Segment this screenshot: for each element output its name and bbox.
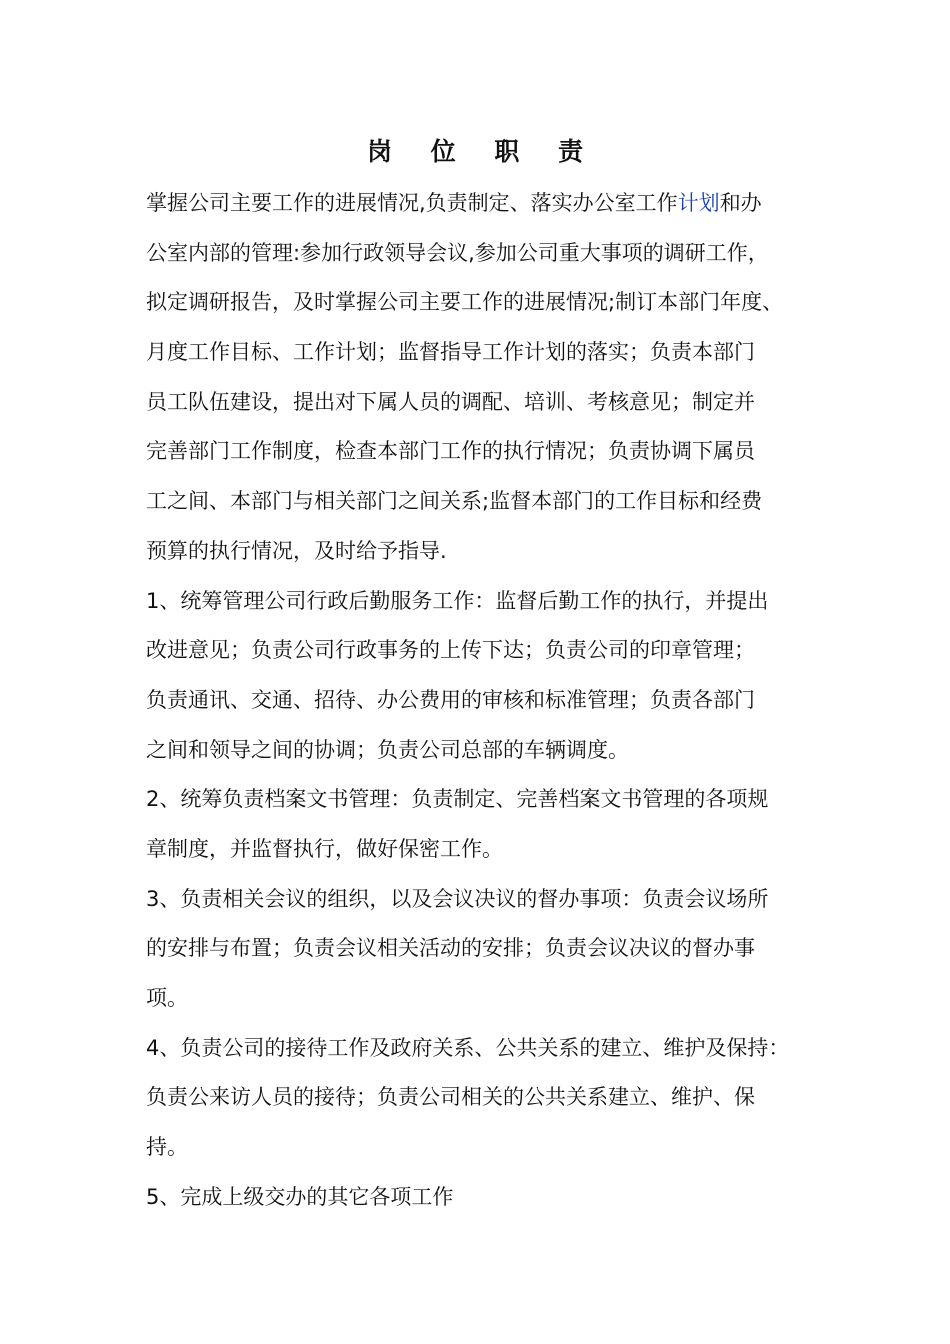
item-5-line-1: 5、完成上级交办的其它各项工作 xyxy=(146,1184,454,1209)
item-1-line-4: 之间和领导之间的协调；负责公司总部的车辆调度。 xyxy=(146,737,629,762)
document-title: 岗 位 职 责 xyxy=(366,137,599,166)
intro-line-7: 工之间、本部门与相关部门之间关系;监督本部门的工作目标和经费 xyxy=(146,489,763,514)
item-3-line-3: 项。 xyxy=(146,986,188,1010)
item-1-line-1: 1、统筹管理公司行政后勤服务工作：监督后勤工作的执行，并提出 xyxy=(146,588,769,613)
intro-line-1 xyxy=(146,179,846,229)
item-2-line-1: 2、统筹负责档案文书管理：负责制定、完善档案文书管理的各项规 xyxy=(146,787,769,812)
intro-line-1-start: 掌握公司主要工作的进展情况,负责制定、落实办公室工作 xyxy=(146,191,678,215)
item-2-line-2: 章制度，并监督执行，做好保密工作。 xyxy=(146,836,503,861)
item-4-line-2: 负责公来访人员的接待；负责公司相关的公共关系建立、维护、保 xyxy=(146,1085,755,1110)
item-3-line-1: 3、负责相关会议的组织，以及会议决议的督办事项：负责会议场所 xyxy=(146,886,769,911)
item-1-line-2: 改进意见；负责公司行政事务的上传下达；负责公司的印章管理； xyxy=(146,638,755,663)
item-3-line-2: 的安排与布置；负责会议相关活动的安排；负责会议决议的督办事 xyxy=(146,936,755,961)
intro-line-4: 月度工作目标、工作计划；监督指导工作计划的落实；负责本部门 xyxy=(146,340,755,365)
intro-line-3: 拟定调研报告，及时掌握公司主要工作的进展情况;制订本部门年度、 xyxy=(146,290,784,315)
item-4-line-1: 4、负责公司的接待工作及政府关系、公共关系的建立、维护及保持： xyxy=(146,1035,790,1060)
intro-line-6: 完善部门工作制度，检查本部门工作的执行情况；负责协调下属员 xyxy=(146,439,755,464)
intro-line-2: 公室内部的管理:参加行政领导会议,参加公司重大事项的调研工作， xyxy=(146,240,769,265)
document-body xyxy=(146,179,846,1222)
intro-line-1-end: 和办 xyxy=(719,191,762,215)
intro-line-8: 预算的执行情况，及时给予指导. xyxy=(146,538,447,563)
plan-link[interactable]: 计划 xyxy=(677,191,720,215)
item-4-line-3: 持。 xyxy=(146,1135,188,1160)
item-1-line-3: 负责通讯、交通、招待、办公费用的审核和标准管理；负责各部门 xyxy=(146,687,755,712)
intro-line-5: 员工队伍建设，提出对下属人员的调配、培训、考核意见；制定并 xyxy=(146,389,755,414)
